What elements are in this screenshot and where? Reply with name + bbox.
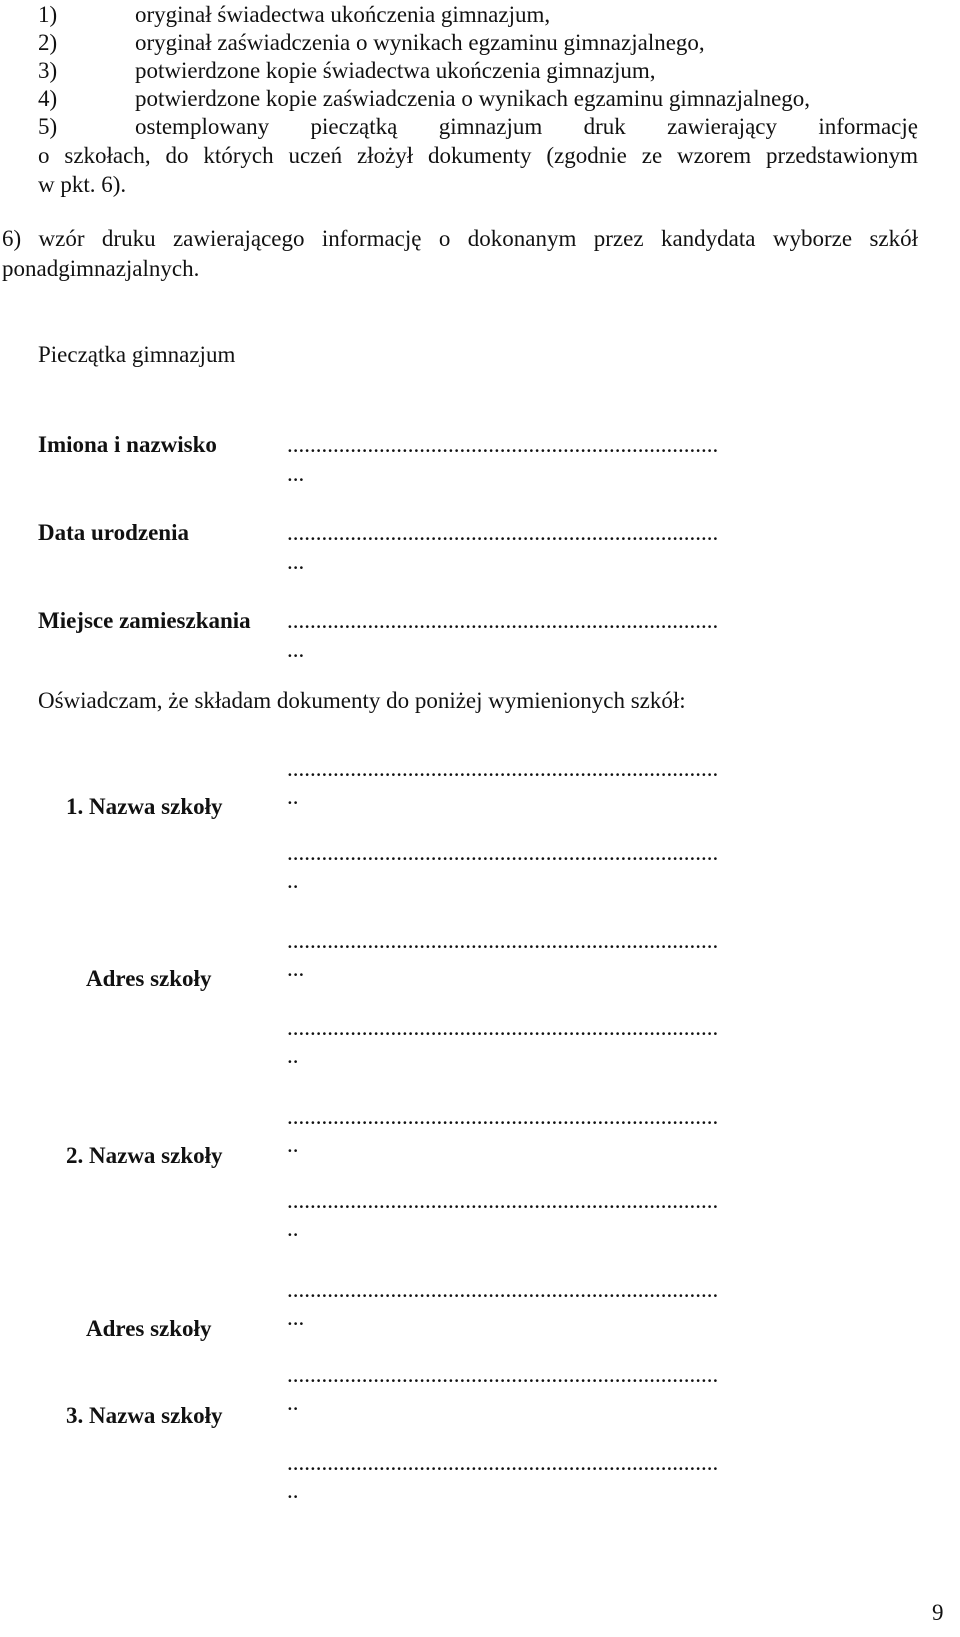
list-item-continuation: o szkołach, do których uczeń złożył dokumenty (zgodnie ze wzorem przedstawionym [38, 143, 918, 168]
school3-name-field[interactable]: ........................................................................... [287, 1450, 719, 1475]
list-item [38, 112, 918, 142]
school1-name-field[interactable]: ........................................................................... [287, 756, 719, 781]
school1-address-field-2[interactable]: ........................................................................... [287, 1015, 719, 1040]
school2-address-label: Adres szkoły [86, 1316, 212, 1341]
list-item-continuation: w pkt. 6). [38, 172, 127, 197]
school3-name-label: 3. Nazwa szkoły [66, 1403, 223, 1428]
list-item [38, 56, 918, 86]
name-field-continuation: ... [287, 461, 305, 486]
school1-name-field-2-continuation: .. [287, 868, 299, 893]
school2-address-field-continuation: ... [287, 1305, 305, 1330]
residence-label: Miejsce zamieszkania [38, 608, 251, 633]
list-item-number: 3) [38, 58, 58, 83]
list-item [38, 0, 918, 30]
residence-field-continuation: ... [287, 637, 305, 662]
list-item [38, 28, 918, 58]
name-field[interactable]: ........................................................................... [287, 432, 719, 457]
school1-name-field-continuation: .. [287, 784, 299, 809]
school2-address-field-2-continuation: .. [287, 1390, 299, 1415]
page-number: 9 [932, 1600, 944, 1625]
school2-name-field[interactable]: ........................................................................... [287, 1104, 719, 1129]
school1-name-field-2[interactable]: ........................................................................... [287, 840, 719, 865]
list-item-number: 5) [38, 114, 58, 139]
list-item-text: oryginał świadectwa ukończenia gimnazjum, [135, 2, 551, 27]
list-item-text: potwierdzone kopie zaświadczenia o wynikach egzaminu gimnazjalnego, [135, 86, 811, 111]
school2-name-label: 2. Nazwa szkoły [66, 1143, 223, 1168]
list-item-number: 4) [38, 86, 58, 111]
school2-address-field[interactable]: ........................................................................... [287, 1277, 719, 1302]
school3-name-field-continuation: .. [287, 1478, 299, 1503]
school1-address-label: Adres szkoły [86, 966, 212, 991]
list-item-text: ostemplowany pieczątką gimnazjum druk zawierający informację [135, 114, 918, 139]
stamp-label: Pieczątka gimnazjum [38, 342, 236, 367]
residence-field[interactable]: ........................................................................... [287, 608, 719, 633]
list-item-number: 2) [38, 30, 58, 55]
list-item-text: potwierdzone kopie świadectwa ukończenia gimnazjum, [135, 58, 656, 83]
school1-name-label: 1. Nazwa szkoły [66, 794, 223, 819]
school1-address-field-continuation: ... [287, 956, 305, 981]
school1-address-field-2-continuation: .. [287, 1043, 299, 1068]
name-label: Imiona i nazwisko [38, 432, 217, 457]
school2-address-field-2[interactable]: ........................................................................... [287, 1362, 719, 1387]
birth-date-field[interactable]: ........................................................................... [287, 520, 719, 545]
list-item-text: oryginał zaświadczenia o wynikach egzaminu gimnazjalnego, [135, 30, 705, 55]
list-item [38, 84, 918, 114]
birth-date-field-continuation: ... [287, 549, 305, 574]
declaration-text: Oświadczam, że składam dokumenty do poniżej wymienionych szkół: [38, 688, 686, 713]
school2-name-field-2-continuation: .. [287, 1216, 299, 1241]
section-6-text: 6) wzór druku zawierającego informację o dokonanym przez kandydata wyborze szkół [2, 226, 918, 251]
school2-name-field-2[interactable]: ........................................................................... [287, 1188, 719, 1213]
birth-date-label: Data urodzenia [38, 520, 189, 545]
school1-address-field[interactable]: ........................................................................... [287, 928, 719, 953]
school2-name-field-continuation: .. [287, 1132, 299, 1157]
section-6-text: ponadgimnazjalnych. [2, 256, 200, 281]
list-item-number: 1) [38, 2, 58, 27]
